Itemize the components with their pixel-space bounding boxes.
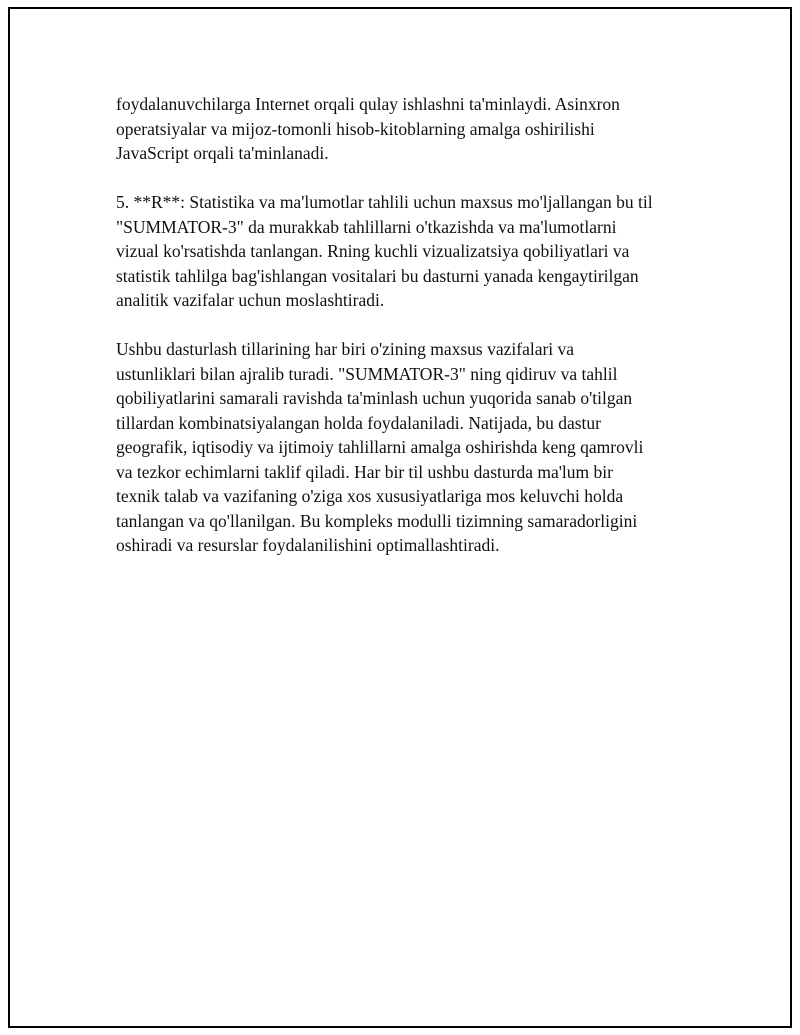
text-line: vizual ko'rsatishda tanlangan. Rning kuchli vizualizatsiya qobiliyatlari va bbox=[116, 241, 630, 261]
document-body bbox=[116, 92, 696, 582]
text-line: statistik tahlilga bag'ishlangan vositalari bu dasturni yanada kengaytirilgan bbox=[116, 265, 639, 286]
text-line: geografik, iqtisodiy va ijtimoiy tahlillarni amalga oshirishda keng qamrovli bbox=[116, 437, 644, 457]
paragraph-javascript-continuation bbox=[116, 92, 696, 166]
text-line: Ushbu dasturlash tillarining har biri o'zining maxsus vazifalari va bbox=[116, 339, 575, 359]
text-line: operatsiyalar va mijoz-tomonli hisob-kitoblarning amalga oshirilishi bbox=[116, 118, 595, 139]
text-line: JavaScript orqali ta'minlanadi. bbox=[116, 143, 329, 163]
text-line: 5. **R**: Statistika va ma'lumotlar tahlili uchun maxsus mo'ljallangan bu til bbox=[116, 192, 653, 212]
text-line: tillardan kombinatsiyalangan holda foydalaniladi. Natijada, bu dastur bbox=[116, 412, 602, 433]
text-line: foydalanuvchilarga Internet orqali qulay ishlashni ta'minlaydi. Asinxron bbox=[116, 94, 620, 114]
text-line: tanlangan va qo'llanilgan. Bu kompleks modulli tizimning samaradorligini bbox=[116, 510, 638, 531]
text-line: ustunliklari bilan ajralib turadi. "SUMMATOR-3" ning qidiruv va tahlil bbox=[116, 363, 618, 384]
text-line: oshiradi va resurslar foydalanilishini optimallashtiradi. bbox=[116, 535, 500, 555]
paragraph-r-language bbox=[116, 190, 696, 313]
text-line: "SUMMATOR-3" da murakkab tahlillarni o'tkazishda va ma'lumotlarni bbox=[116, 216, 617, 237]
text-line: analitik vazifalar uchun moslashtiradi. bbox=[116, 290, 385, 310]
paragraph-summary bbox=[116, 337, 696, 558]
text-line: texnik talab va vazifaning o'ziga xos xususiyatlariga mos keluvchi holda bbox=[116, 486, 624, 506]
text-line: qobiliyatlarini samarali ravishda ta'minlash uchun yuqorida sanab o'tilgan bbox=[116, 388, 633, 408]
text-line: va tezkor echimlarni taklif qiladi. Har bir til ushbu dasturda ma'lum bir bbox=[116, 461, 613, 482]
